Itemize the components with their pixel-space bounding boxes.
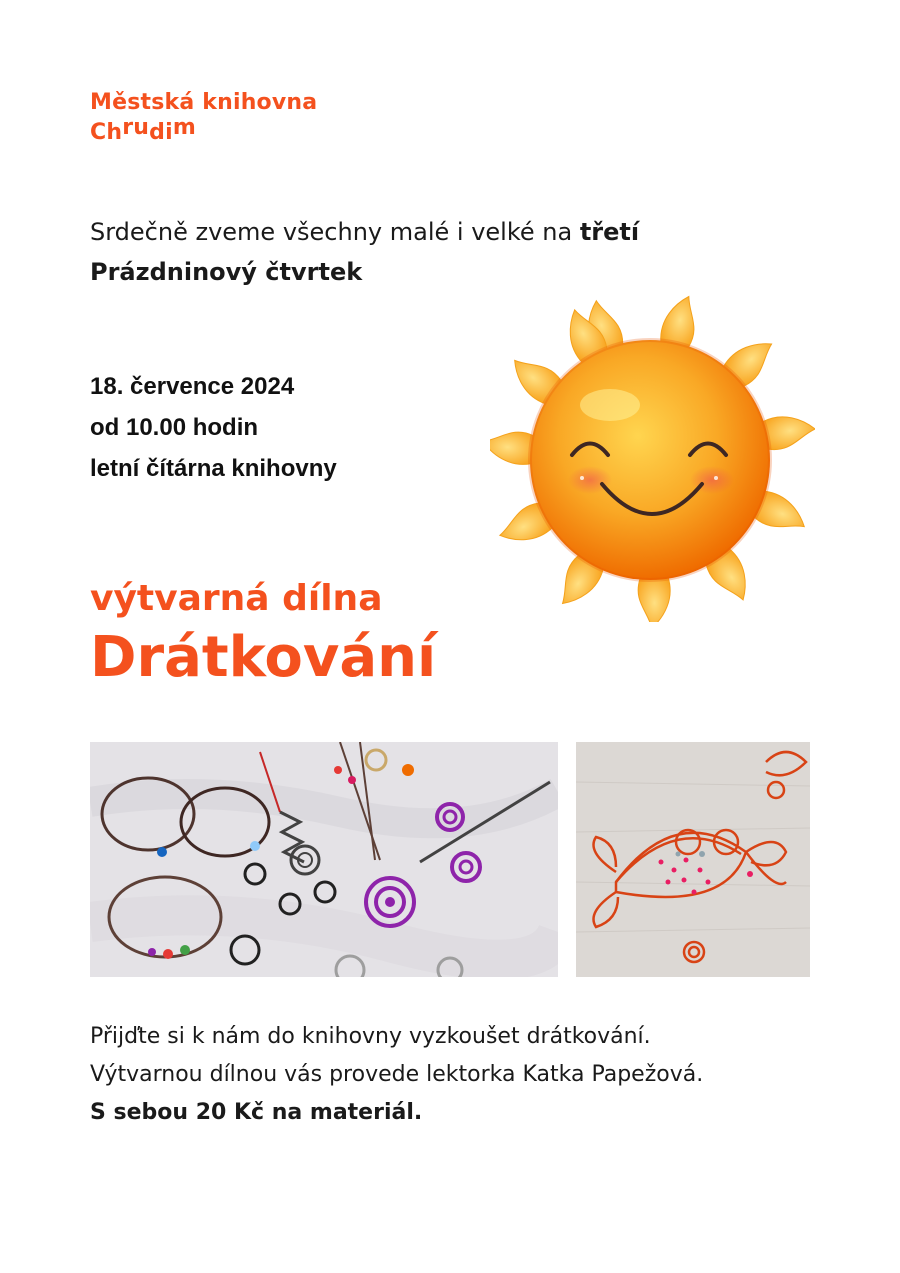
logo-part: Ch [90, 120, 123, 145]
invitation-ordinal: třetí [579, 218, 640, 246]
fish-image [576, 742, 810, 977]
event-date: 18. července 2024 [90, 373, 295, 400]
workshop-title: Drátkování [90, 625, 437, 690]
event-description [90, 1018, 830, 1132]
event-details [90, 366, 490, 489]
event-time: od 10.00 hodin [90, 414, 259, 441]
material-fee-note: S sebou 20 Kč na materiál. [90, 1100, 423, 1125]
logo-line-2 [90, 115, 317, 148]
logo-line-1: Městská knihovna [90, 90, 318, 115]
wire-fish-photo [576, 742, 810, 977]
event-series-name: Prázdninový čtvrtek [90, 258, 363, 286]
library-logo [90, 88, 317, 148]
logo-part-raised: m [172, 115, 196, 140]
event-place: letní čítárna knihovny [90, 455, 337, 482]
logo-part-raised: ru [122, 115, 150, 140]
invitation-lead: Srdečně zveme všechny malé i velké na [90, 218, 580, 246]
invitation-text [90, 212, 810, 292]
description-line-2: Výtvarnou dílnou vás provede lektorka Katka Papežová. [90, 1062, 704, 1087]
smiling-sun-illustration [490, 292, 815, 622]
wire-jewelry-photo [90, 742, 558, 977]
logo-part: di [149, 120, 173, 145]
workshop-subtitle: výtvarná dílna [90, 578, 383, 619]
description-line-1: Přijďte si k nám do knihovny vyzkoušet drátkování. [90, 1024, 651, 1049]
jewelry-image [90, 742, 558, 977]
sun-icon [490, 292, 815, 622]
